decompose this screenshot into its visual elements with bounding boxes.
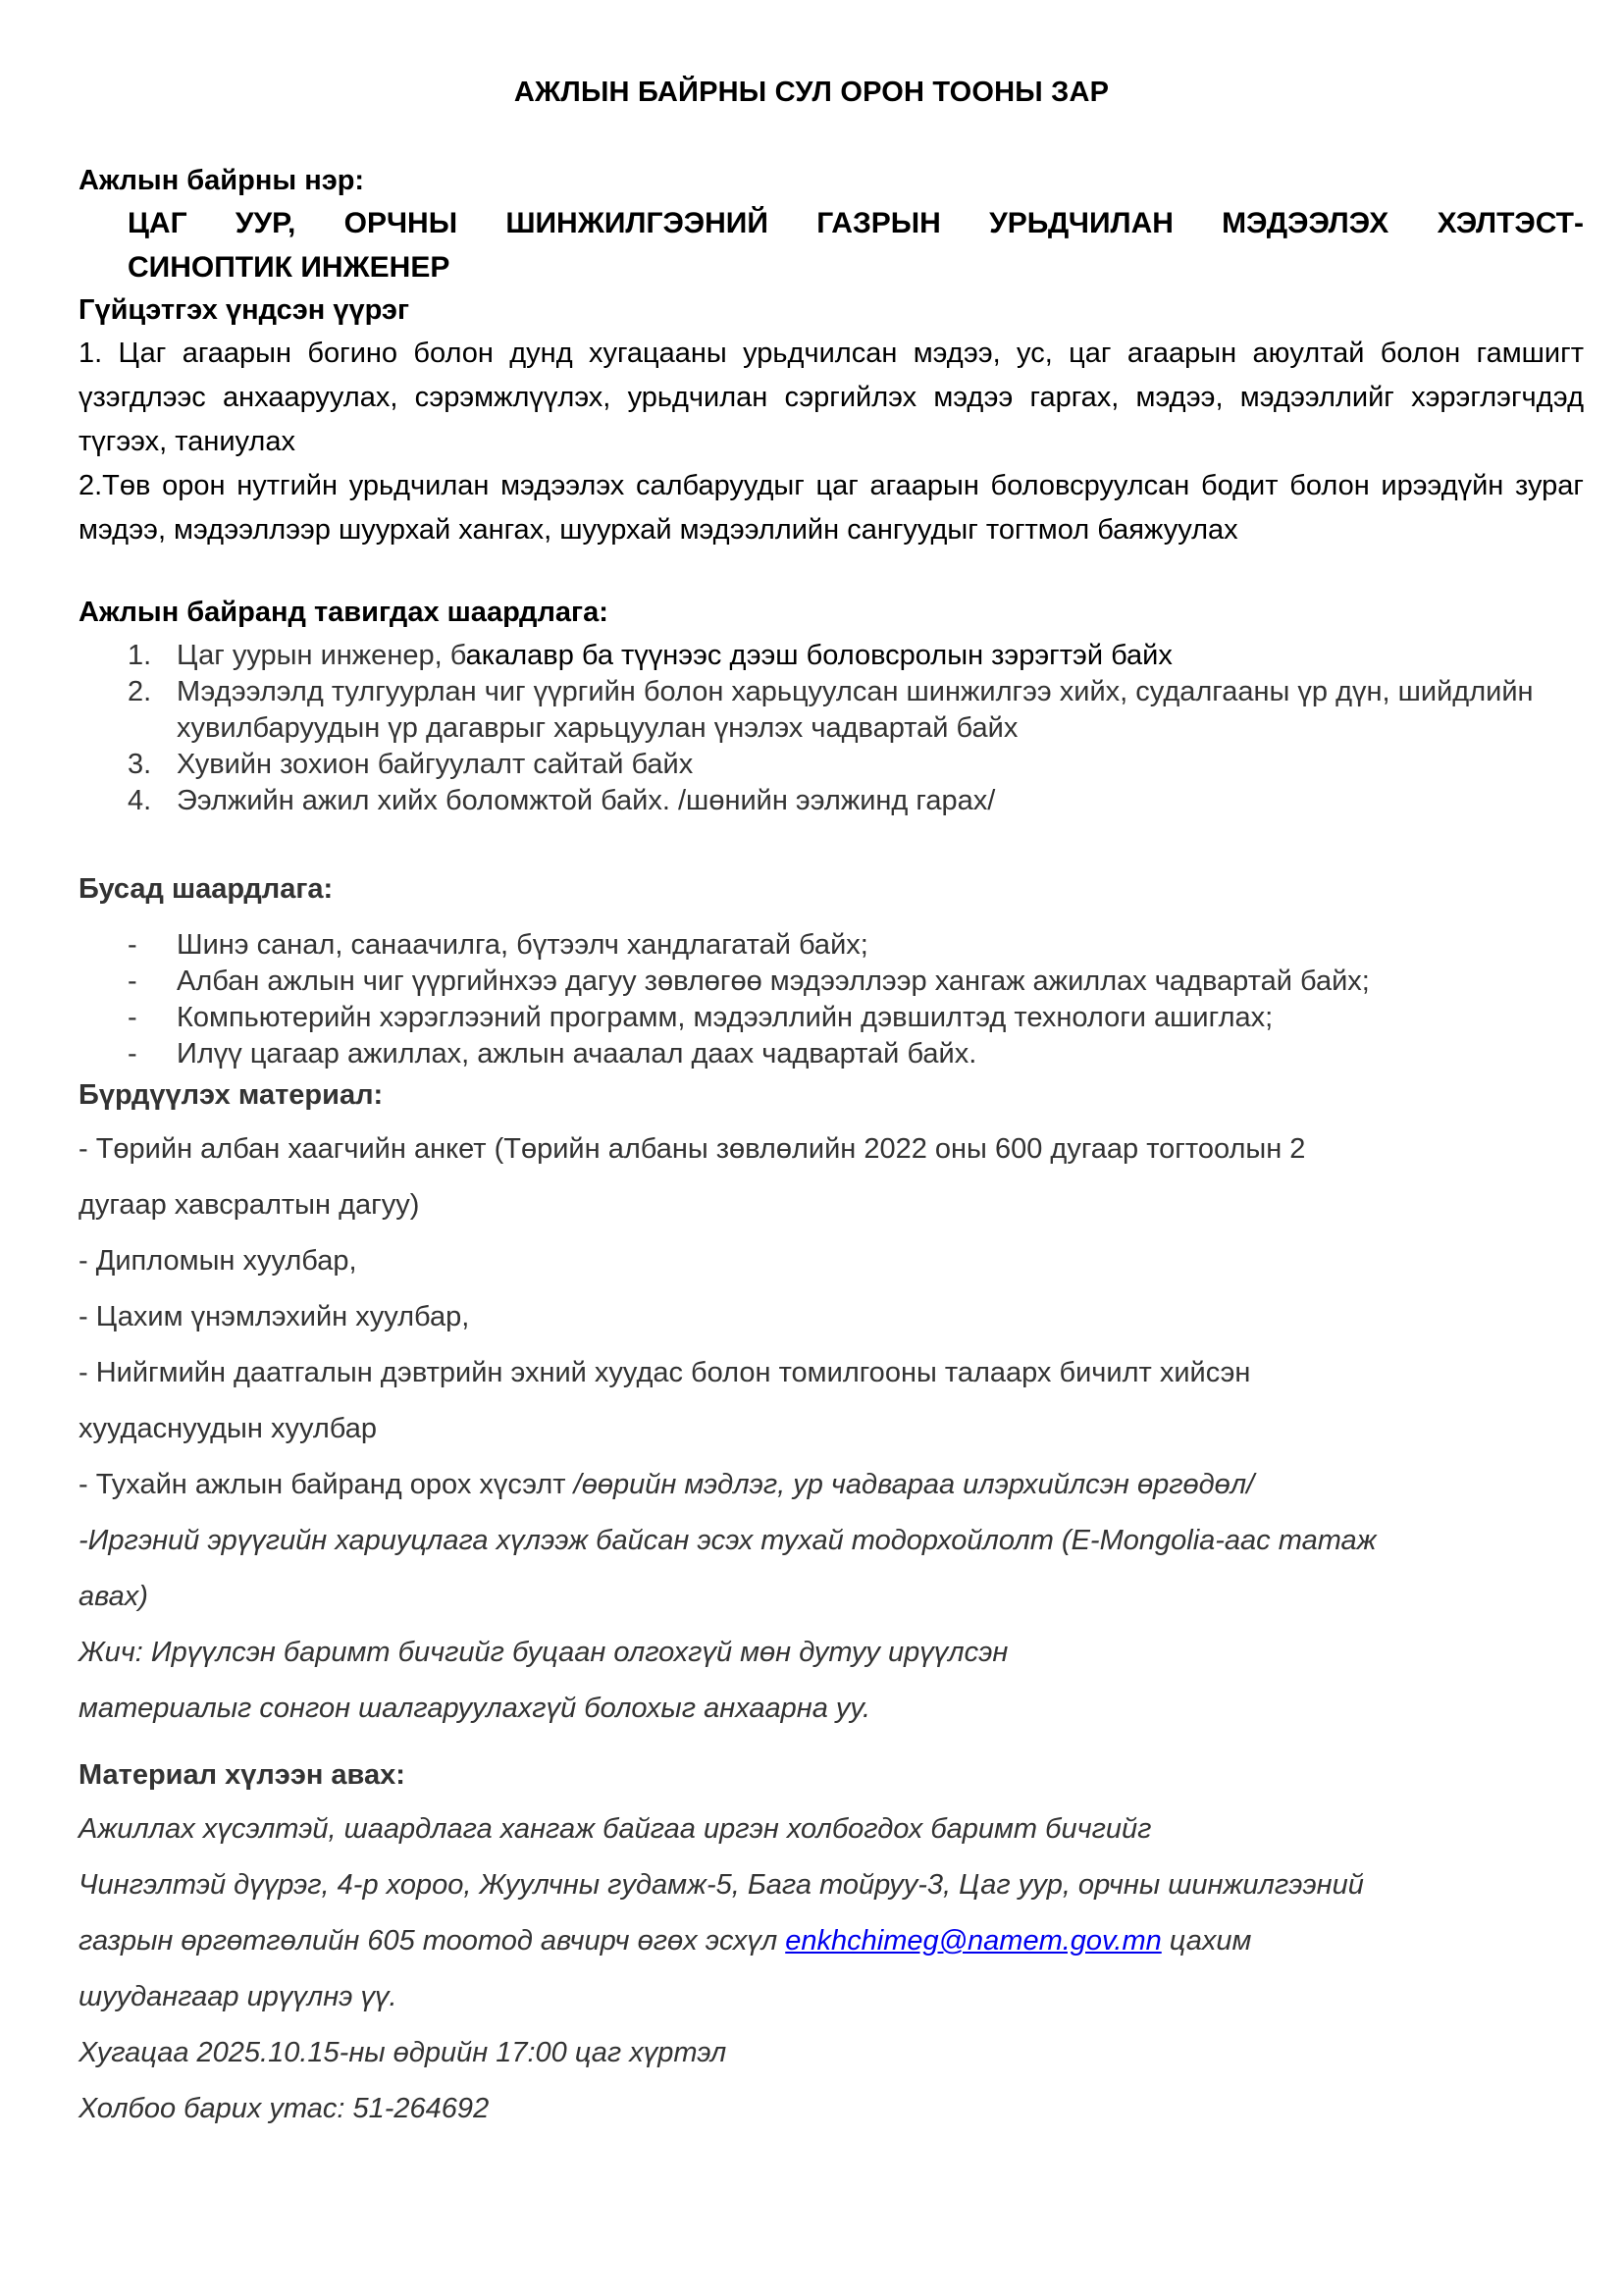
other-requirement-item bbox=[79, 964, 1584, 1000]
page-title: АЖЛЫН БАЙРНЫ СУЛ ОРОН ТООНЫ ЗАР bbox=[513, 77, 1110, 108]
contact-phone: Холбоо барих утас: 51-264692 bbox=[79, 2093, 490, 2124]
requirement-item bbox=[79, 747, 1584, 783]
material-text-italic: /өөрийн мэдлэг, ур чадвараа илэрхийлсэн өргөдөл/ bbox=[573, 1469, 1255, 1500]
list-number: 4. bbox=[128, 785, 152, 816]
requirements-heading: Ажлын байранд тавигдах шаардлага: bbox=[79, 597, 608, 628]
material-item: -Иргэний эрүүгийн хариуцлага хүлээж байсан эсэх тухай тодорхойлолт (E-Mongolia-аас татаж bbox=[79, 1525, 1377, 1556]
other-requirement-item bbox=[79, 1036, 1584, 1072]
submission-heading: Материал хүлээн авах: bbox=[79, 1759, 405, 1791]
list-number: 2. bbox=[128, 676, 152, 707]
other-requirement-text: Илүү цагаар ажиллах, ажлын ачаалал даах чадвартай байх. bbox=[177, 1038, 977, 1070]
material-item: - Нийгмийн даатгалын дэвтрийн эхний хуудас болон томилгооны талаарх бичилт хийсэн bbox=[79, 1357, 1251, 1388]
position-name bbox=[128, 201, 1584, 289]
material-item: - Цахим үнэмлэхийн хуулбар, bbox=[79, 1301, 470, 1332]
dash-bullet: - bbox=[128, 965, 137, 997]
requirement-text: Хувийн зохион байгуулалт сайтай байх bbox=[177, 749, 694, 780]
material-item-cont: авах) bbox=[79, 1581, 148, 1612]
requirement-text-part: акалавр ба түүнээс дээш боловсролын зэрэгтэй байх bbox=[465, 640, 1173, 671]
other-requirements-heading: Бусад шаардлага: bbox=[79, 873, 334, 905]
requirement-item bbox=[79, 674, 1584, 747]
submission-line: Чингэлтэй дүүрэг, 4-р хороо, Жуулчны гудамж-5, Бага тойруу-3, Цаг уур, орчны шинжилгээний bbox=[79, 1869, 1364, 1901]
note-line: материалыг сонгон шалгаруулахгүй болохыг анхаарна уу. bbox=[79, 1693, 871, 1724]
requirements-list bbox=[79, 638, 1584, 819]
duty-item-2: 2.Төв орон нутгийн урьдчилан мэдээлэх салбаруудыг цаг агаарын боловсруулсан бодит болон ирээдүйн зураг мэдээ, мэдээллээр шуурхай хангах, шуурхай мэдээллийн сангуудыг тогтмол баяжуулах bbox=[79, 470, 1584, 546]
submission-line: Ажиллах хүсэлтэй, шаардлага хангаж байгаа иргэн холбогдох баримт бичгийг bbox=[79, 1813, 1152, 1845]
materials-heading: Бүрдүүлэх материал: bbox=[79, 1079, 384, 1111]
requirement-text: Мэдээлэлд тулгуурлан чиг үүргийн болон харьцуулсан шинжилгээ хийх, судалгааны үр дүн, шийдлийн хувилбаруудын үр дагаврыг харьцуулан үнэлэх чадвартай байх bbox=[177, 676, 1534, 744]
submission-details bbox=[79, 1801, 1584, 2137]
list-number: 3. bbox=[128, 749, 152, 780]
duty-item-1: 1. Цаг агаарын богино болон дунд хугацааны урьдчилсан мэдээ, ус, цаг агаарын аюултай болон гамшигт үзэгдлээс анхааруулах, сэрэмжлүүлэх, урьдчилан сэргийлэх мэдээ гаргах, мэдээ, мэдээллийг хэрэглэгчдэд түгээх, таниулах bbox=[79, 338, 1584, 457]
other-requirement-item bbox=[79, 927, 1584, 964]
other-requirement-text: Компьютерийн хэрэглээний программ, мэдээллийн дэвшилтэд технологи ашиглах; bbox=[177, 1002, 1274, 1033]
materials-list bbox=[79, 1122, 1584, 1737]
material-item-cont: хуудаснуудын хуулбар bbox=[79, 1413, 377, 1444]
list-number: 1. bbox=[128, 640, 152, 671]
material-item-cont: дугаар хавсралтын дагуу) bbox=[79, 1189, 420, 1221]
requirement-item bbox=[79, 783, 1584, 819]
submission-line: шуудангаар ирүүлнэ үү. bbox=[79, 1981, 397, 2012]
submission-line bbox=[79, 1913, 1584, 1969]
email-link[interactable]: enkhchimeg@namem.gov.mn bbox=[785, 1925, 1162, 1957]
position-name-line1: ЦАГ УУР, ОРЧНЫ ШИНЖИЛГЭЭНИЙ ГАЗРЫН УРЬДЧИЛАН МЭДЭЭЛЭХ ХЭЛТЭСТ- bbox=[128, 207, 1584, 239]
note-line: Жич: Ирүүлсэн баримт бичгийг буцаан олгохгүй мөн дутуу ирүүлсэн bbox=[79, 1637, 1009, 1668]
material-item: - Төрийн албан хаагчийн анкет (Төрийн албаны зөвлөлийн 2022 оны 600 дугаар тогтоолын 2 bbox=[79, 1133, 1306, 1165]
dash-bullet: - bbox=[128, 929, 137, 961]
material-text: - Тухайн ажлын байранд орох хүсэлт bbox=[79, 1469, 574, 1500]
other-requirement-text: Албан ажлын чиг үүргийнхээ дагуу зөвлөгөө мэдээллээр хангаж ажиллах чадвартай байх; bbox=[177, 965, 1370, 997]
other-requirement-item bbox=[79, 1000, 1584, 1036]
position-label: Ажлын байрны нэр: bbox=[79, 165, 365, 196]
requirement-text-part: Цаг уурын инженер, б bbox=[177, 640, 466, 671]
submission-text: газрын өргөтгөлийн 605 тоотод авчирч өгөх эсхүл bbox=[79, 1925, 786, 1957]
dash-bullet: - bbox=[128, 1038, 137, 1070]
requirement-text: Ээлжийн ажил хийх боломжтой байх. /шөнийн ээлжинд гарах/ bbox=[177, 785, 996, 816]
position-name-line2: СИНОПТИК ИНЖЕНЕР bbox=[128, 251, 450, 284]
other-requirements-list bbox=[79, 927, 1584, 1072]
material-item bbox=[79, 1457, 1584, 1513]
dash-bullet: - bbox=[128, 1002, 137, 1033]
duties-heading: Гүйцэтгэх үндсэн үүрэг bbox=[79, 294, 410, 326]
material-item: - Дипломын хуулбар, bbox=[79, 1245, 357, 1277]
submission-text: цахим bbox=[1161, 1925, 1252, 1957]
deadline: Хугацаа 2025.10.15-ны өдрийн 17:00 цаг хүртэл bbox=[79, 2037, 727, 2068]
other-requirement-text: Шинэ санал, санаачилга, бүтээлч хандлагатай байх; bbox=[177, 929, 868, 961]
requirement-item bbox=[79, 638, 1584, 674]
